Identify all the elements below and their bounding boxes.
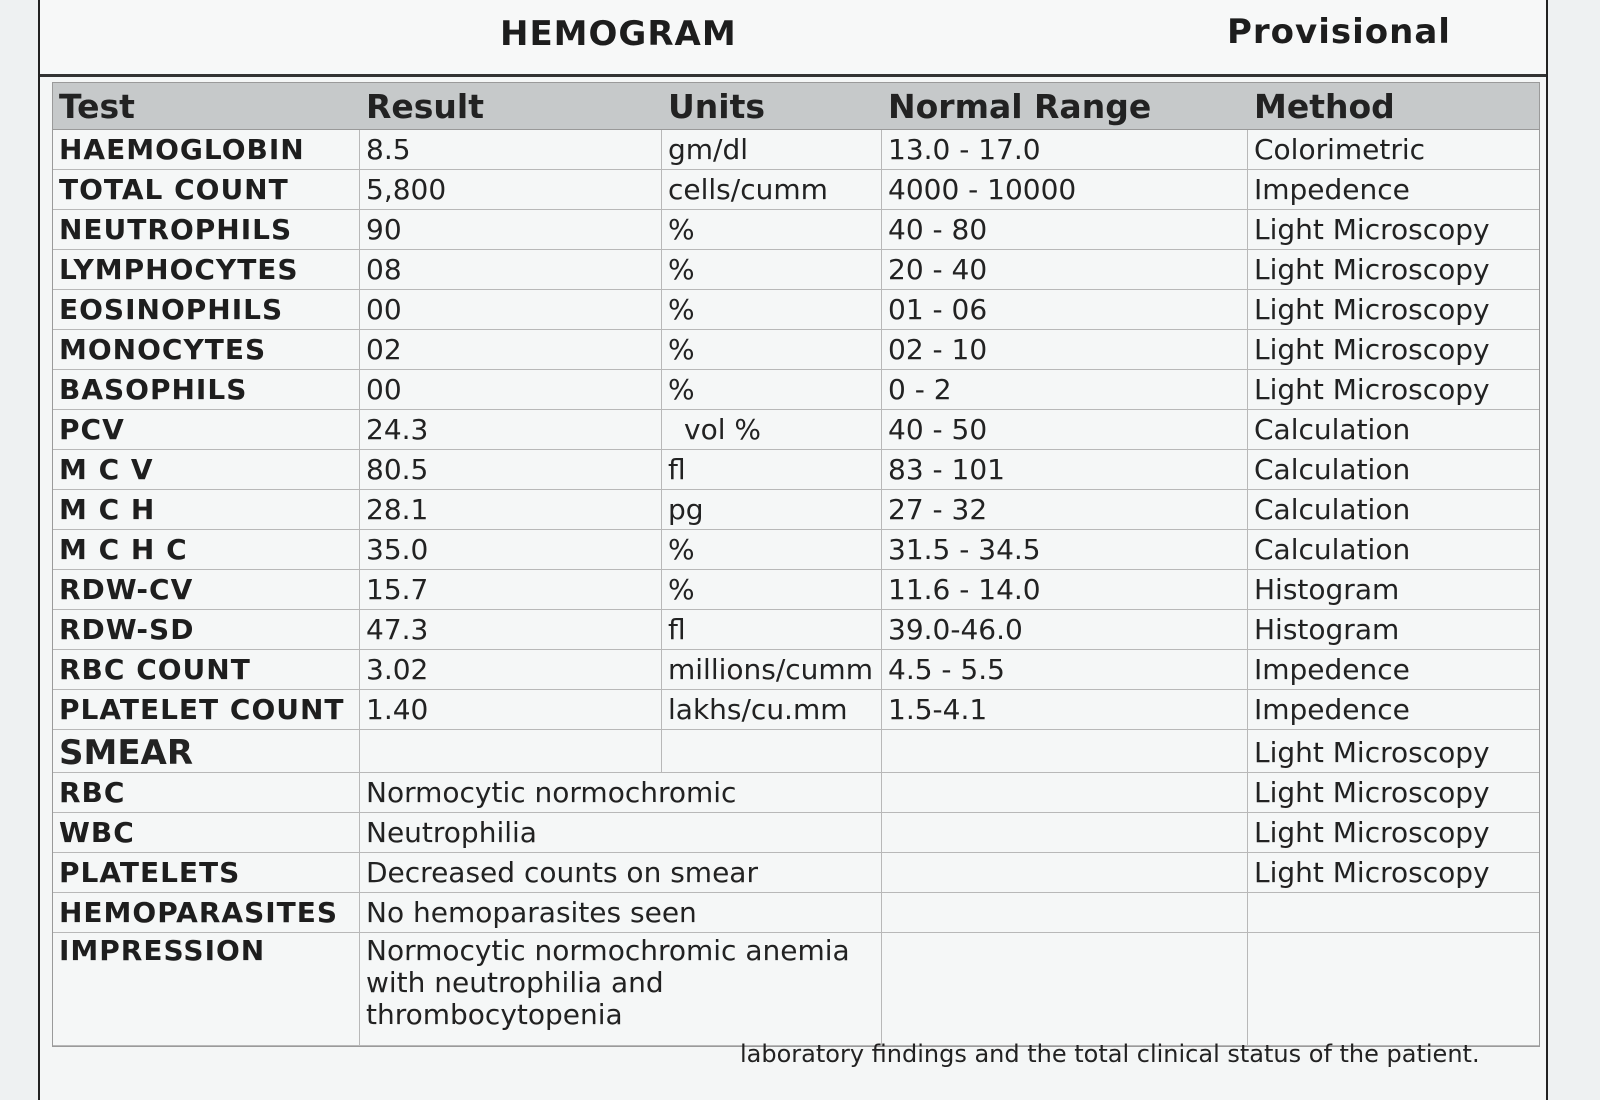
smear-title-range — [882, 730, 1248, 772]
normal-range: 4000 - 10000 — [882, 170, 1248, 209]
method: Light Microscopy — [1254, 253, 1490, 286]
normal-range: 27 - 32 — [882, 490, 1248, 529]
test-name: TOTAL COUNT — [53, 170, 360, 209]
normal-range: 4.5 - 5.5 — [882, 650, 1248, 689]
result-value: 3.02 — [360, 650, 662, 689]
method: Light Microscopy — [1254, 373, 1490, 406]
normal-range: 20 - 40 — [882, 250, 1248, 289]
unit: % — [662, 290, 882, 329]
unit: pg — [662, 490, 882, 529]
table-row — [53, 250, 1539, 290]
smear-result: Normocytic normochromic — [360, 773, 882, 812]
method: Light Microscopy — [1254, 333, 1490, 366]
column-header-method: Method — [1254, 87, 1395, 126]
smear-range-cell — [882, 773, 1248, 812]
report-header — [40, 0, 1546, 77]
column-header-units: Units — [668, 87, 766, 126]
table-header-row — [53, 83, 1539, 130]
unit: fl — [662, 610, 882, 649]
table-body — [53, 130, 1539, 730]
impression-label: IMPRESSION — [53, 933, 360, 1045]
smear-test-name: PLATELETS — [53, 853, 360, 892]
footer-note: laboratory findings and the total clinical status of the patient. — [740, 1040, 1480, 1068]
method: Calculation — [1254, 413, 1411, 446]
impression-range-cell — [882, 933, 1248, 1045]
column-header-result: Result — [366, 87, 485, 126]
normal-range: 01 - 06 — [882, 290, 1248, 329]
smear-title-method: Light Microscopy — [1254, 736, 1490, 769]
table-row — [53, 650, 1539, 690]
method: Histogram — [1254, 613, 1400, 646]
table-row — [53, 130, 1539, 170]
impression-method-cell — [1248, 933, 1539, 1045]
smear-row — [53, 893, 1539, 933]
smear-result: Decreased counts on smear — [360, 853, 882, 892]
smear-method — [1248, 893, 1539, 932]
smear-range-cell — [882, 893, 1248, 932]
test-name: NEUTROPHILS — [53, 210, 360, 249]
unit: % — [662, 210, 882, 249]
test-name: BASOPHILS — [53, 370, 360, 409]
unit: % — [662, 530, 882, 569]
result-value: 80.5 — [360, 450, 662, 489]
method: Colorimetric — [1254, 133, 1426, 166]
normal-range: 31.5 - 34.5 — [882, 530, 1248, 569]
smear-body — [53, 773, 1539, 933]
test-name: M C H C — [53, 530, 360, 569]
unit: % — [662, 370, 882, 409]
method: Calculation — [1254, 493, 1411, 526]
test-name: RBC COUNT — [53, 650, 360, 689]
method: Histogram — [1254, 573, 1400, 606]
result-value: 28.1 — [360, 490, 662, 529]
unit: millions/cumm — [662, 650, 882, 689]
normal-range: 1.5-4.1 — [882, 690, 1248, 729]
method: Impedence — [1254, 173, 1410, 206]
test-name: PCV — [53, 410, 360, 449]
smear-row — [53, 813, 1539, 853]
hemogram-table — [52, 82, 1540, 1047]
smear-row — [53, 853, 1539, 893]
normal-range: 40 - 50 — [882, 410, 1248, 449]
table-row — [53, 210, 1539, 250]
table-row — [53, 170, 1539, 210]
smear-test-name: HEMOPARASITES — [53, 893, 360, 932]
test-name: M C H — [53, 490, 360, 529]
column-header-test: Test — [59, 87, 135, 126]
table-row — [53, 410, 1539, 450]
report-title: HEMOGRAM — [500, 14, 737, 54]
method: Light Microscopy — [1254, 293, 1490, 326]
test-name: M C V — [53, 450, 360, 489]
result-value: 90 — [360, 210, 662, 249]
smear-range-cell — [882, 853, 1248, 892]
test-name: LYMPHOCYTES — [53, 250, 360, 289]
report-status: Provisional — [1227, 12, 1451, 52]
test-name: PLATELET COUNT — [53, 690, 360, 729]
smear-range-cell — [882, 813, 1248, 852]
test-name: RDW-SD — [53, 610, 360, 649]
column-header-normal-range: Normal Range — [888, 87, 1152, 126]
test-name: HAEMOGLOBIN — [53, 130, 360, 169]
normal-range: 40 - 80 — [882, 210, 1248, 249]
smear-section-header — [53, 730, 1539, 773]
normal-range: 0 - 2 — [882, 370, 1248, 409]
smear-test-name: WBC — [53, 813, 360, 852]
normal-range: 13.0 - 17.0 — [882, 130, 1248, 169]
smear-title-units — [662, 730, 882, 772]
test-name: EOSINOPHILS — [53, 290, 360, 329]
result-value: 35.0 — [360, 530, 662, 569]
result-value: 8.5 — [360, 130, 662, 169]
result-value: 00 — [360, 290, 662, 329]
unit: fl — [662, 450, 882, 489]
smear-result: No hemoparasites seen — [360, 893, 882, 932]
method: Calculation — [1254, 453, 1411, 486]
smear-method: Light Microscopy — [1254, 776, 1490, 809]
normal-range: 11.6 - 14.0 — [882, 570, 1248, 609]
smear-method: Light Microscopy — [1254, 856, 1490, 889]
normal-range: 83 - 101 — [882, 450, 1248, 489]
table-row — [53, 290, 1539, 330]
impression-text: Normocytic normochromic anemia with neutrophilia and thrombocytopenia — [360, 933, 882, 1045]
smear-title-result — [360, 730, 662, 772]
table-row — [53, 530, 1539, 570]
table-row — [53, 330, 1539, 370]
method: Calculation — [1254, 533, 1411, 566]
unit: vol % — [662, 410, 882, 449]
impression-row — [53, 933, 1539, 1046]
table-row — [53, 570, 1539, 610]
result-value: 08 — [360, 250, 662, 289]
unit: % — [662, 570, 882, 609]
result-value: 47.3 — [360, 610, 662, 649]
table-row — [53, 490, 1539, 530]
test-name: MONOCYTES — [53, 330, 360, 369]
result-value: 24.3 — [360, 410, 662, 449]
normal-range: 02 - 10 — [882, 330, 1248, 369]
normal-range: 39.0-46.0 — [882, 610, 1248, 649]
table-row — [53, 450, 1539, 490]
test-name: RDW-CV — [53, 570, 360, 609]
table-row — [53, 690, 1539, 730]
result-value: 5,800 — [360, 170, 662, 209]
report-frame — [38, 0, 1548, 1100]
result-value: 15.7 — [360, 570, 662, 609]
unit: cells/cumm — [662, 170, 882, 209]
table-row — [53, 370, 1539, 410]
unit: gm/dl — [662, 130, 882, 169]
smear-result: Neutrophilia — [360, 813, 882, 852]
smear-row — [53, 773, 1539, 813]
unit: % — [662, 250, 882, 289]
smear-test-name: RBC — [53, 773, 360, 812]
result-value: 1.40 — [360, 690, 662, 729]
unit: lakhs/cu.mm — [662, 690, 882, 729]
result-value: 00 — [360, 370, 662, 409]
unit: % — [662, 330, 882, 369]
table-row — [53, 610, 1539, 650]
method: Impedence — [1254, 653, 1410, 686]
result-value: 02 — [360, 330, 662, 369]
method: Impedence — [1254, 693, 1410, 726]
smear-method: Light Microscopy — [1254, 816, 1490, 849]
smear-title: SMEAR — [53, 730, 360, 772]
method: Light Microscopy — [1254, 213, 1490, 246]
